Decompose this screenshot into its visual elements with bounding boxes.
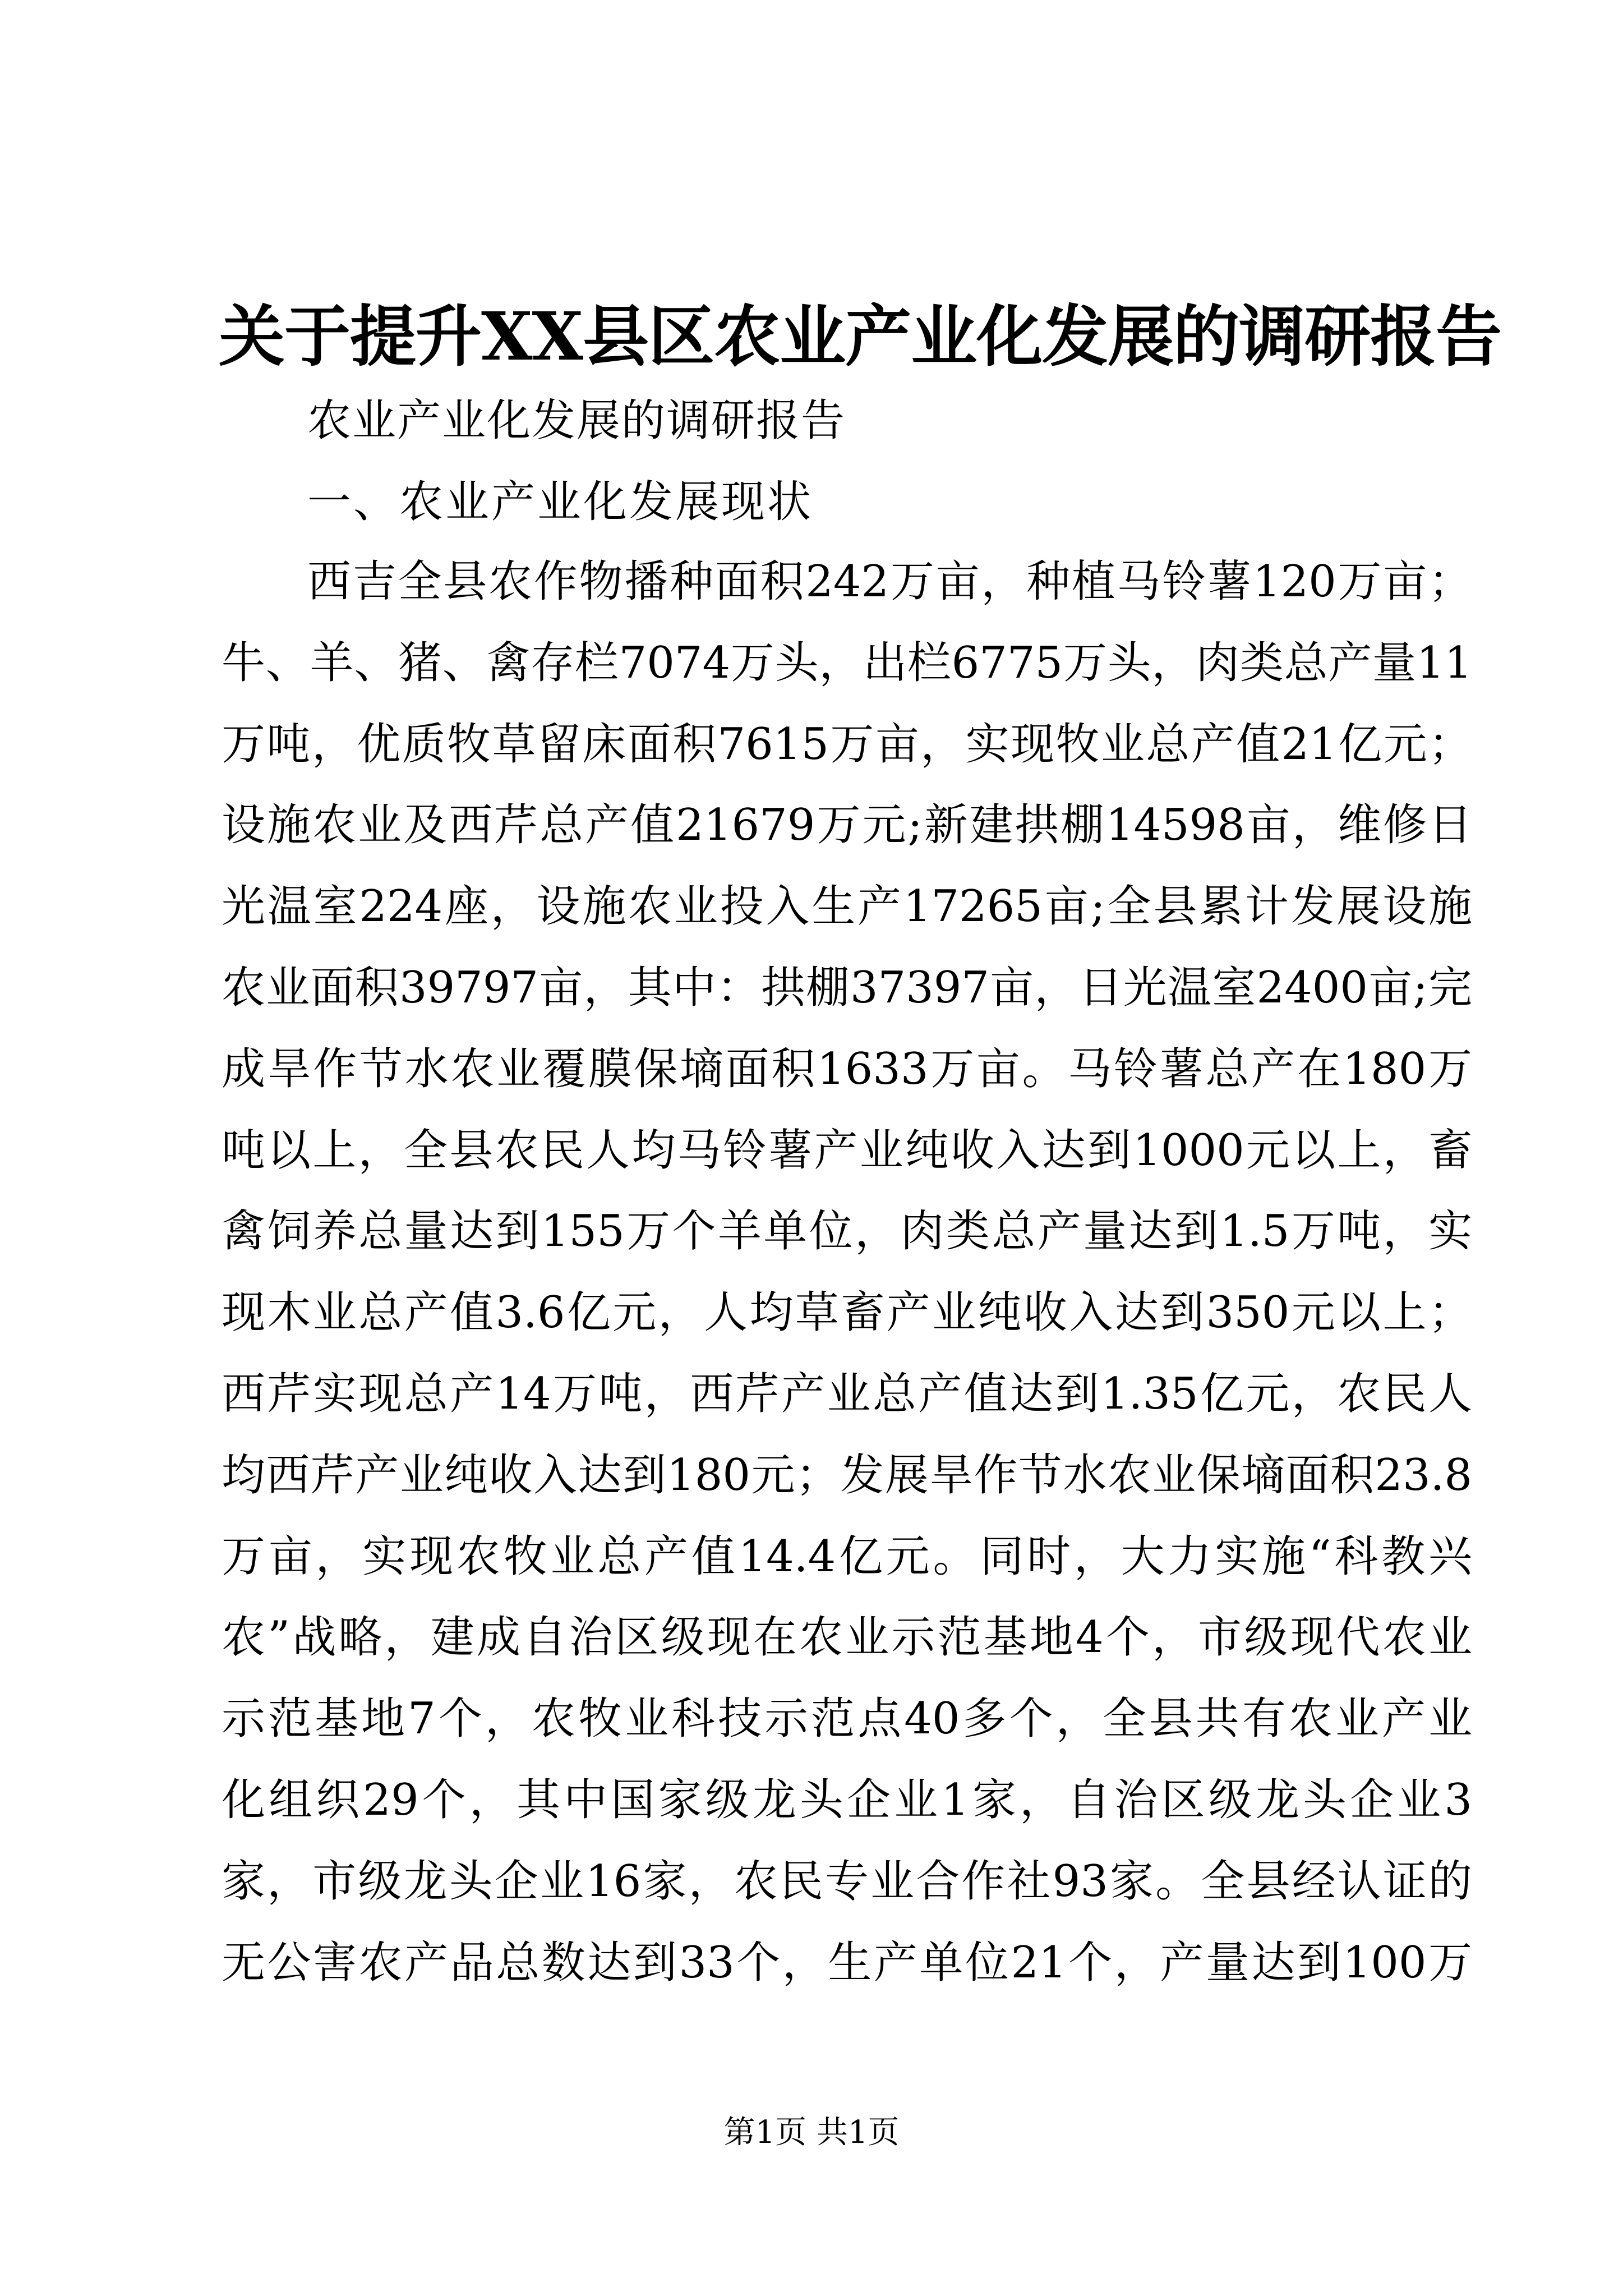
- body-line: 农业面积39797亩，其中：拱棚37397亩，日光温室2400亩;完: [222, 962, 1472, 1013]
- document-title: 关于提升XX县区农业产业化发展的调研报告: [219, 297, 1502, 375]
- body-line: 化组织29个，其中国家级龙头企业1家，自治区级龙头企业3: [222, 1774, 1472, 1825]
- body-line: 万亩，实现农牧业总产值14.4亿元。同时，大力实施“科教兴: [222, 1531, 1472, 1582]
- body-paragraph: [222, 541, 1472, 2003]
- body-line: 成旱作节水农业覆膜保墒面积1633万亩。马铃薯总产在180万: [222, 1043, 1472, 1094]
- body-line: 光温室224座，设施农业投入生产17265亩;全县累计发展设施: [222, 881, 1472, 932]
- body-line: 均西芹产业纯收入达到180元；发展旱作节水农业保墒面积23.8: [222, 1450, 1472, 1501]
- document-subtitle: 农业产业化发展的调研报告: [307, 395, 846, 446]
- body-line: 设施农业及西芹总产值21679万元;新建拱棚14598亩，维修日: [222, 800, 1472, 851]
- body-line: 西芹实现总产14万吨，西芹产业总产值达到1.35亿元，农民人: [222, 1368, 1472, 1419]
- body-line: 禽饲养总量达到155万个羊单位，肉类总产量达到1.5万吨，实: [222, 1206, 1472, 1257]
- body-line: 示范基地7个，农牧业科技示范点40多个，全县共有农业产业: [222, 1694, 1472, 1745]
- body-line: 无公害农产品总数达到33个，生产单位21个，产量达到100万: [222, 1937, 1472, 1988]
- section-heading: 一、农业产业化发展现状: [307, 477, 814, 527]
- body-line: 万吨，优质牧草留床面积7615万亩，实现牧业总产值21亿元；: [222, 719, 1472, 770]
- body-line: 西吉全县农作物播种面积242万亩，种植马铃薯120万亩；: [307, 556, 1472, 607]
- body-line: 牛、羊、猪、禽存栏7074万头，出栏6775万头，肉类总产量11: [222, 637, 1472, 688]
- body-line: 吨以上，全县农民人均马铃薯产业纯收入达到1000元以上，畜: [222, 1125, 1472, 1176]
- page-footer: 第1页 共1页: [723, 2114, 900, 2151]
- body-line: 农”战略，建成自治区级现在农业示范基地4个，市级现代农业: [222, 1612, 1472, 1663]
- body-line: 现木业总产值3.6亿元，人均草畜产业纯收入达到350元以上；: [222, 1287, 1472, 1338]
- body-line: 家，市级龙头企业16家，农民专业合作社93家。全县经认证的: [222, 1856, 1472, 1907]
